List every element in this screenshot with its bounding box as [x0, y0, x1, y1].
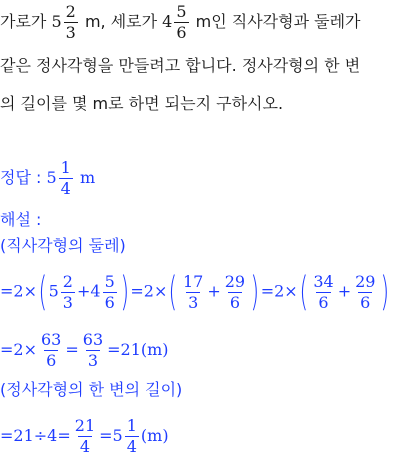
left-paren: (: [38, 269, 48, 315]
width-mixed-number: 5 $\frac{2}{3}$: [51, 2, 76, 42]
width-fraction: $\frac{2}{3}$: [65, 2, 76, 42]
answer-fraction: $\frac{1}{4}$: [60, 158, 71, 198]
problem-line-2: 같은 정사각형을 만들려고 합니다. 정사각형의 한 변: [0, 56, 361, 75]
solution-heading-perimeter: (직사각형의 둘레): [0, 236, 126, 255]
solution-equation-1: =2×(5 $\frac{2}{3}$ +4 $\frac{5}{6}$ )=2×( $\frac{17}{3}$ + $\frac{29}{6}$ )=2×( $\frac{34}{6}$ + $\frac{29}{6}$ ): [0, 269, 390, 315]
answer-line: 정답 : 5 $\frac{1}{4}$ m: [0, 158, 96, 198]
height-mixed-number: 4 $\frac{5}{6}$: [162, 2, 187, 42]
problem-line-3: 의 길이를 몇 m로 하면 되는지 구하시오.: [0, 94, 284, 113]
solution-label: 해설 :: [0, 210, 42, 229]
height-fraction: $\frac{5}{6}$: [176, 2, 187, 42]
solution-heading-side: (정사각형의 한 변의 길이): [0, 380, 183, 399]
right-paren: ): [120, 269, 129, 315]
problem-line-1: 가로가 5 $\frac{2}{3}$ m, 세로가 4 $\frac{5}{6}$ m인 직사각형과 둘레가: [0, 2, 361, 42]
solution-equation-3: =21÷4= $\frac{21}{4}$ =5 $\frac{1}{4}$ (m): [0, 416, 169, 456]
solution-equation-2: =2× $\frac{63}{6}$ = $\frac{63}{3}$ =21(m): [0, 330, 169, 370]
